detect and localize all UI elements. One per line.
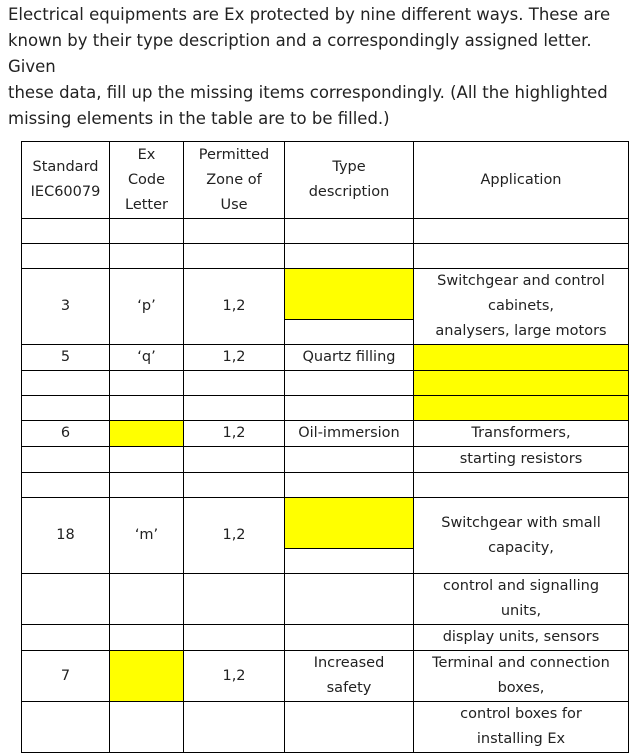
table-row [22, 651, 629, 702]
type-cell: Quartz filling [285, 345, 414, 371]
zone-cell: 1,2 [184, 498, 285, 574]
zone-cell: 1,2 [184, 651, 285, 702]
code-cell: ‘q’ [110, 345, 184, 371]
question-line: missing elements in the table are to be filled.) [8, 109, 390, 128]
table-row [22, 244, 629, 269]
question-line: Electrical equipments are Ex protected by nine different ways. These are [8, 5, 611, 24]
standard-cell: 7 [22, 651, 110, 702]
type-blank-highlight[interactable] [285, 498, 414, 549]
standard-cell: 3 [22, 269, 110, 345]
application-cell: Switchgear and control cabinets, analysers, large motors [414, 269, 629, 345]
application-blank-highlight[interactable] [414, 371, 629, 396]
zone-cell: 1,2 [184, 421, 285, 447]
table-row [22, 396, 629, 421]
question-text [8, 2, 636, 132]
question-line: these data, fill up the missing items correspondingly. (All the highlighted [8, 83, 608, 102]
standard-cell: 5 [22, 345, 110, 371]
table-row [22, 421, 629, 447]
table-row [22, 371, 629, 396]
table-row [22, 498, 629, 549]
code-blank-highlight[interactable] [110, 651, 184, 702]
header-zone: Permitted Zone of Use [184, 142, 285, 219]
application-cell: control and signalling units, [414, 574, 629, 625]
application-cell: control boxes for installing Ex [414, 702, 629, 753]
table-row [22, 473, 629, 498]
table-row [22, 269, 629, 320]
code-cell: ‘m’ [110, 498, 184, 574]
table-header-row [22, 142, 629, 219]
header-code-letter: Ex Code Letter [110, 142, 184, 219]
type-cell: Increased safety [285, 651, 414, 702]
header-standard: Standard IEC60079 [22, 142, 110, 219]
question-line: known by their type description and a correspondingly assigned letter. Given [8, 31, 592, 76]
header-type-description: Type description [285, 142, 414, 219]
zone-cell: 1,2 [184, 345, 285, 371]
application-cell: display units, sensors [414, 625, 629, 651]
code-cell: ‘p’ [110, 269, 184, 345]
application-cell: Terminal and connection boxes, [414, 651, 629, 702]
application-cell: Switchgear with small capacity, [414, 498, 629, 574]
application-blank-highlight[interactable] [414, 396, 629, 421]
application-cell: starting resistors [414, 447, 629, 473]
table-row [22, 625, 629, 651]
standard-cell: 6 [22, 421, 110, 447]
code-blank-highlight[interactable] [110, 421, 184, 447]
header-application: Application [414, 142, 629, 219]
application-blank-highlight[interactable] [414, 345, 629, 371]
type-blank-highlight[interactable] [285, 269, 414, 320]
zone-cell: 1,2 [184, 269, 285, 345]
standard-cell: 18 [22, 498, 110, 574]
table-row [22, 574, 629, 625]
type-cell: Oil-immersion [285, 421, 414, 447]
application-cell: Transformers, [414, 421, 629, 447]
ex-protection-table [21, 141, 629, 753]
table-row [22, 345, 629, 371]
table-row [22, 447, 629, 473]
table-row [22, 219, 629, 244]
